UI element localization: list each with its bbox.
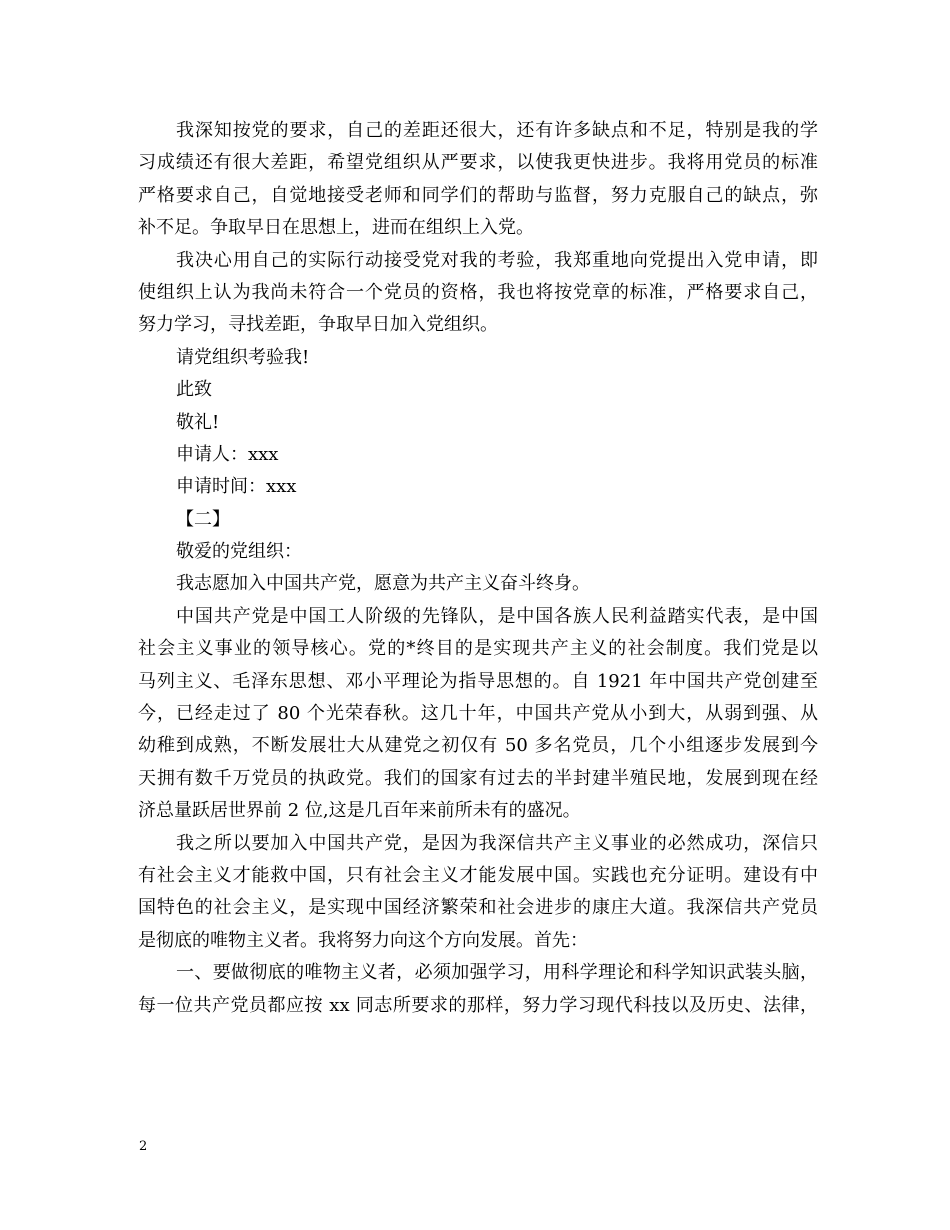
text-line: 天拥有数千万党员的执政党。我们的国家有过去的半封建半殖民地，发展到现在经 [138,767,818,789]
closing-request: 请党组织考验我! [176,346,310,368]
text-line: 今，已经走过了 80 个光荣春秋。这几十年，中国共产党从小到大，从弱到强、从 [138,703,818,725]
text-line: 补不足。争取早日在思想上，进而在组织上入党。 [138,217,534,239]
application-date: 申请时间：xxx [176,476,297,498]
page-number: 2 [139,1139,148,1154]
text-line: 我之所以要加入中国共产党，是因为我深信共产主义事业的必然成功，深信只 [176,832,818,854]
text-line: 努力学习，寻找差距，争取早日加入党组织。 [138,314,498,336]
paragraph [138,115,818,245]
document-body [138,115,818,1022]
salutation-jingli: 敬礼! [176,411,220,433]
text-line: 使组织上认为我尚未符合一个党员的资格，我也将按党章的标准，严格要求自己， [138,281,818,303]
text-line: 中国共产党是中国工人阶级的先锋队，是中国各族人民利益踏实代表，是中国 [176,605,818,627]
paragraph [138,957,818,1022]
text-line: 严格要求自己，自觉地接受老师和同学们的帮助与监督，努力克服自己的缺点，弥 [138,184,818,206]
applicant-name: 申请人：xxx [176,443,279,465]
paragraph [138,245,818,342]
text-line: 是彻底的唯物主义者。我将努力向这个方向发展。首先： [138,929,588,951]
paragraph [138,601,818,828]
letter-greeting: 敬爱的党组织： [176,541,302,563]
salutation-cizhi: 此致 [176,379,212,401]
section-heading: 【二】 [176,508,230,530]
opening-statement: 我志愿加入中国共产党，愿意为共产主义奋斗终身。 [176,573,590,595]
text-line: 国特色的社会主义，是实现中国经济繁荣和社会进步的康庄大道。我深信共产党员 [138,897,818,919]
text-line: 社会主义事业的领导核心。党的*终目的是实现共产主义的社会制度。我们党是以 [138,638,818,660]
text-line: 习成绩还有很大差距，希望党组织从严要求，以使我更快进步。我将用党员的标准 [138,152,818,174]
text-line: 每一位共产党员都应按 xx 同志所要求的那样，努力学习现代科技以及历史、法律， [138,994,818,1016]
text-line: 有社会主义才能救中国，只有社会主义才能发展中国。实践也充分证明。建设有中 [138,864,818,886]
text-line: 我深知按党的要求，自己的差距还很大，还有许多缺点和不足，特别是我的学 [176,120,818,141]
text-line: 我决心用自己的实际行动接受党对我的考验，我郑重地向党提出入党申请，即 [176,249,818,271]
text-line: 一、要做彻底的唯物主义者，必须加强学习，用科学理论和科学知识武装头脑， [176,962,818,984]
text-line: 济总量跃居世界前 2 位,这是几百年来前所未有的盛况。 [138,800,581,822]
text-line: 马列主义、毛泽东思想、邓小平理论为指导思想的。自 1921 年中国共产党创建至 [138,670,818,692]
paragraph [138,828,818,958]
text-line: 幼稚到成熟，不断发展壮大从建党之初仅有 50 多名党员，几个小组逐步发展到今 [138,735,818,757]
